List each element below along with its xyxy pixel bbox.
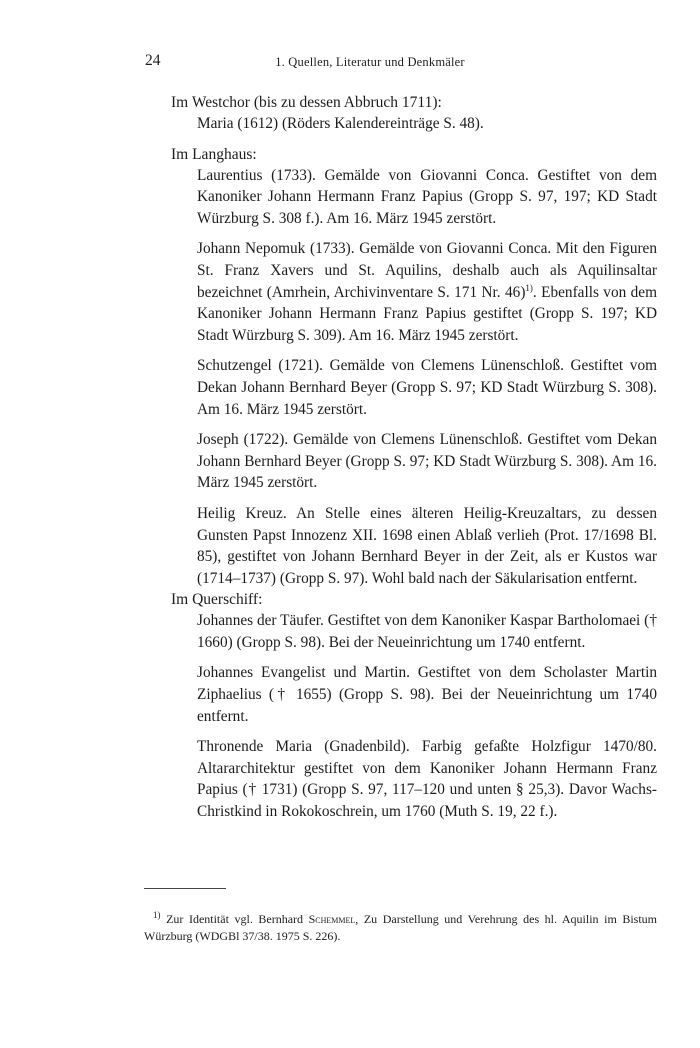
section-heading-langhaus: Im Langhaus: bbox=[171, 145, 257, 163]
altar-entry-maria: Maria (1612) (Röders Kalendereinträge S. 48). bbox=[197, 115, 484, 132]
altar-entry-johann-nepomuk bbox=[171, 238, 657, 346]
footnote-divider bbox=[144, 888, 226, 889]
entry-text-continued: . Ebenfalls von dem Kanoniker Johann Hermann Franz Papius gestiftet (Gropp S. 197; KD Stadt Würzburg S. 309). Am 16. März 1945 zerstört. bbox=[197, 283, 657, 344]
footnote bbox=[144, 911, 657, 945]
section-heading-querschiff: Im Querschiff: bbox=[171, 591, 263, 609]
footnote-text-continued: , Zu Darstellung und Verehrung des hl. Aquilin im Bistum Würzburg (WDGBl 37/38. 1975 S. 226). bbox=[144, 912, 658, 943]
running-head: 1. Quellen, Literatur und Denkmäler bbox=[275, 55, 465, 69]
altar-entry-heilig-kreuz: Heilig Kreuz. An Stelle eines älteren Heilig-Kreuzaltars, zu dessen Gunsten Papst Innozenz XII. 1698 einen Ablaß verlieh (Prot. 17/1698 Bl. 85), gestiftet von Johann Bernhard Beyer in der Zeit, als er Kustos war (1714–1737) (Gropp S. 97). Wohl bald nach der Säkularisation entfernt. bbox=[197, 504, 657, 587]
footnote-marker: 1) bbox=[153, 910, 161, 920]
altar-entry-johannes-evangelist: Johannes Evangelist und Martin. Gestiftet von dem Scholaster Martin Ziphaelius († 1655) (Gropp S. 98). Bei der Neueinrichtung um 1740 entfernt. bbox=[197, 664, 657, 725]
footnote-text: Zur Identität vgl. Bernhard bbox=[166, 912, 309, 926]
altar-entry-laurentius: Laurentius (1733). Gemälde von Giovanni Conca. Gestiftet von dem Kanoniker Johann Hermann Franz Papius (Gropp S. 97, 197; KD Stadt Würzburg S. 308 f.). Am 16. März 1945 zerstört. bbox=[197, 166, 657, 227]
entry-text: Johann Nepomuk (1733). Gemälde von Giovanni Conca. Mit den Figuren St. Franz Xavers und St. Aquilins, deshalb auch als Aquilinsaltar bezeichnet (Amrhein, Archivinventare S. 171 Nr. 46) bbox=[197, 240, 657, 301]
altar-entry-schutzengel: Schutzengel (1721). Gemälde von Clemens Lünenschloß. Gestiftet vom Dekan Johann Bernhard Beyer (Gropp S. 97; KD Stadt Würzburg S. 308). Am 16. März 1945 zerstört. bbox=[197, 357, 657, 418]
page-number: 24 bbox=[145, 52, 161, 69]
footnote-author: Schemmel bbox=[308, 912, 356, 926]
section-heading-westchor: Im Westchor (bis zu dessen Abbruch 1711): bbox=[171, 94, 442, 111]
main-text bbox=[171, 92, 657, 832]
altar-entry-johannes-taeufer: Johannes der Täufer. Gestiftet von dem Kanoniker Kaspar Bartholomaei († 1660) (Gropp S. 98). Bei der Neueinrichtung um 1740 entfernt. bbox=[197, 612, 657, 651]
altar-entry-thronende-maria: Thronende Maria (Gnadenbild). Farbig gefaßte Holzfigur 1470/80. Altararchitektur gestiftet von dem Kanoniker Johann Hermann Franz Papius († 1731) (Gropp S. 97, 117–120 und unten § 25,3). Davor Wachs-Christkind in Rokokoschrein, um 1760 (Muth S. 19, 22 f.). bbox=[197, 738, 657, 821]
altar-entry-joseph: Joseph (1722). Gemälde von Clemens Lünenschloß. Gestiftet vom Dekan Johann Bernhard Beyer (Gropp S. 97; KD Stadt Würzburg S. 308). Am 16. März 1945 zerstört. bbox=[197, 431, 657, 492]
footnote-reference[interactable]: 1) bbox=[525, 282, 533, 293]
